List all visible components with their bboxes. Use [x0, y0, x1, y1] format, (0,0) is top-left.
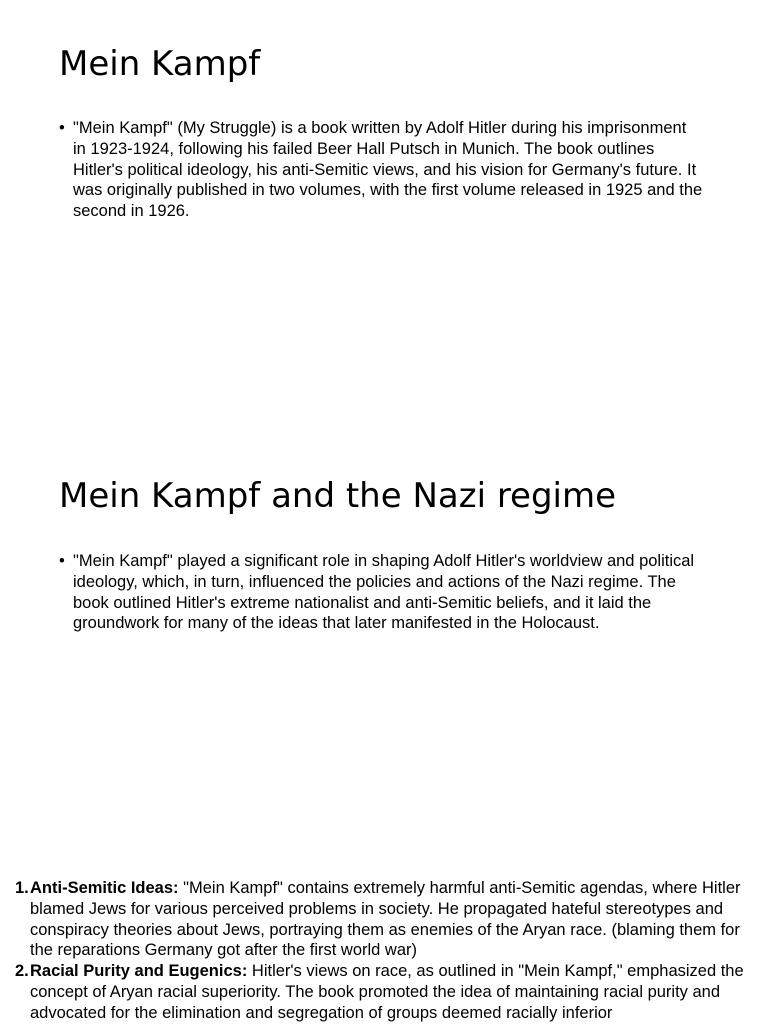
list-item: [15, 961, 760, 1023]
slide-2-bullet-text: "Mein Kampf" played a significant role in shaping Adolf Hitler's worldview and political ideology, which, in turn, influenced the policies and actions of the Nazi regime. The book outlined Hitler's extreme nationalist and anti-Semitic beliefs, and it laid the groundwork for many of the ideas that later manifested in the Holocaust.: [73, 552, 695, 633]
list-item-number: 1.: [15, 879, 29, 897]
slide-1: [0, 0, 768, 440]
list-item-heading: Racial Purity and Eugenics:: [30, 962, 248, 981]
bullet-dot-icon: •: [59, 552, 65, 570]
slide-1-bullet-text: "Mein Kampf" (My Struggle) is a book written by Adolf Hitler during his imprisonment in 1923-1924, following his failed Beer Hall Putsch in Munich. The book outlines Hitler's political ideology, his anti-Semitic views, and his vision for Germany's future. It was originally published in two volumes, with the first volume released in 1925 and the second in 1926.: [73, 119, 703, 221]
bullet-dot-icon: •: [59, 119, 65, 137]
list-item: [15, 878, 760, 961]
list-item-number: 2.: [15, 962, 29, 981]
list-item-text: "Mein Kampf" contains extremely harmful anti-Semitic agendas, where Hitler blamed Jews for various perceived problems in society. He propagated hateful stereotypes and conspiracy theories about Jews, portraying them as enemies of the Aryan race. (blaming them for the reparations Germany got after the first world war): [30, 879, 741, 960]
slide-2-title: Mein Kampf and the Nazi regime: [59, 476, 617, 516]
numbered-list: [15, 878, 760, 1024]
slide-1-title: Mein Kampf: [59, 44, 261, 84]
list-item-text: Hitler's views on race, as outlined in "Mein Kampf," emphasized the concept of Aryan racial superiority. The book promoted the idea of maintaining racial purity and advocated for the elimination and segregation of groups deemed racially inferior: [30, 962, 744, 1022]
slide-2: [0, 440, 768, 870]
list-item-heading: Anti-Semitic Ideas:: [30, 879, 179, 897]
